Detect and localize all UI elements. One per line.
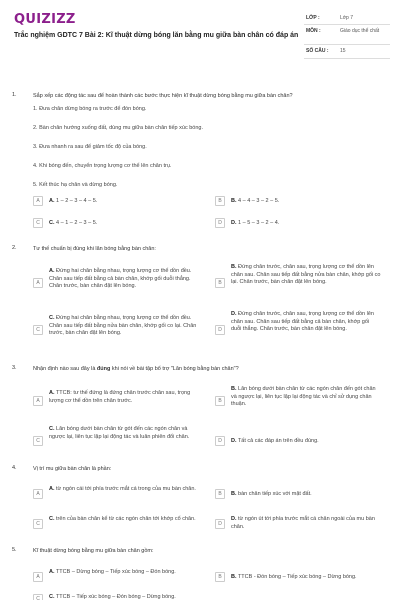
option-text: Đứng chân trước, chân sau, trọng lượng cơ thể dồn lên chân sau. Chân sau tiếp đất bằng nửa bàn chân, khớp gối co lại. Chân trước, bàn chân đặt lên bóng. (231, 264, 381, 285)
option-text: Lăn bóng dưới bàn chân từ các ngón chân đến gót chân và ngược lại, liên tục lặp lại động tác và chỉ sử dụng chân thuận. (231, 386, 376, 407)
option-letter: B. (231, 491, 237, 497)
option-text: 1 – 5 – 3 – 2 – 4. (238, 220, 280, 226)
question-number: 4. (12, 465, 17, 471)
option-box[interactable]: A (33, 196, 43, 206)
option-letter: C. (49, 426, 55, 432)
question-text: Kĩ thuật dừng bóng bằng mu giữa bàn chân gồm: (33, 548, 154, 554)
option-text: từ ngón út tới phía trước mắt cá chân ngoài của mu bàn chân. (231, 516, 375, 530)
option-box[interactable]: A (33, 572, 43, 582)
option-letter: D. (231, 438, 237, 444)
option-letter: D. (231, 516, 237, 522)
option-text: Lăn bóng dưới bàn chân từ gót đến các ngón chân và ngược lại, liên tục lặp lại động tác và luân phiên đổi chân. (49, 426, 190, 440)
option-text: Tất cả các đáp án trên đều đúng. (237, 438, 319, 444)
header (0, 0, 400, 80)
quizizz-logo: QUIZIZZ (14, 12, 76, 27)
question-number: 1. (12, 92, 17, 98)
option-text: TTCB – Dừng bóng – Tiếp xúc bóng – Đón bóng. (55, 569, 176, 575)
option-box[interactable]: B (215, 396, 225, 406)
option-letter: A. (49, 268, 55, 274)
meta-key: LỚP : (306, 15, 320, 21)
option-text: trên của bàn chân kể từ các ngón chân tới khớp cổ chân. (56, 516, 196, 522)
option-letter: C. (49, 315, 55, 321)
option-letter: A. (49, 390, 55, 396)
option-letter: A. (49, 569, 55, 575)
step-item: 4. Khi bóng đến, chuyển trọng lượng cơ thể lên chân trụ. (33, 163, 172, 169)
option-text: Đứng hai chân bằng nhau, trọng lượng cơ thể dồn đều. Chân sau tiếp đất bằng cả bàn chân, khớp gối duỗi thẳng. Chân trước, bàn chân đặt lên bóng. (49, 268, 192, 289)
option-text: 4 – 1 – 2 – 3 – 5. (56, 220, 98, 226)
option-box[interactable]: C (33, 325, 43, 335)
meta-row-grade (304, 12, 390, 25)
question-number: 5. (12, 547, 17, 553)
option-box[interactable]: C (33, 519, 43, 529)
step-item: 1. Đưa chân dừng bóng ra trước để đón bóng. (33, 106, 147, 112)
option-text: Đứng hai chân bằng nhau, trọng lượng cơ thể dồn đều. Chân sau tiếp đất bằng nửa bàn chân, khớp gối co lại. Chân trước, bàn chân đặt lên bóng. (49, 315, 197, 336)
option-letter: B. (231, 264, 237, 270)
option-box[interactable]: C (33, 594, 43, 600)
option-text: từ ngón cái tới phía trước mắt cá trong của mu bàn chân. (56, 486, 196, 492)
option-letter: D. (231, 311, 237, 317)
step-item: 5. Kết thúc hạ chân và dừng bóng. (33, 182, 118, 188)
option-box[interactable]: B (215, 489, 225, 499)
option-box[interactable]: D (215, 519, 225, 529)
option-letter: A. (49, 198, 55, 204)
option-box[interactable]: D (215, 218, 225, 228)
option-text: Đứng chân trước, chân sau, trọng lượng cơ thể dồn lên chân sau. Chân sau tiếp đất bằng cả bàn chân, khớp gối duỗi thẳng. Chân trước, bàn chân đặt lên bóng. (231, 311, 374, 332)
option-box[interactable]: C (33, 218, 43, 228)
step-item: 3. Đưa nhanh ra sau để giảm tốc độ của bóng. (33, 144, 147, 150)
meta-value: Lớp 7 (340, 15, 354, 21)
meta-row-count (304, 45, 390, 59)
meta-row-subject (304, 25, 390, 45)
option-text: 4 – 4 – 3 – 2 – 5. (238, 198, 280, 204)
meta-value: Giáo dục thể chất (340, 28, 380, 34)
option-box[interactable]: A (33, 396, 43, 406)
option-letter: A. (49, 486, 55, 492)
option-text: TTCB – Tiếp xúc bóng – Đón bóng – Dừng bóng. (55, 594, 176, 600)
option-box[interactable]: C (33, 436, 43, 446)
option-letter: C. (49, 220, 55, 226)
meta-key: SỐ CÂU : (306, 48, 329, 54)
option-box[interactable]: D (215, 436, 225, 446)
option-box[interactable]: B (215, 196, 225, 206)
meta-table (304, 12, 390, 59)
emphasis-text: đúng (96, 366, 111, 372)
meta-value: 15 (340, 48, 346, 54)
option-letter: B. (231, 198, 237, 204)
step-item: 2. Bàn chân hướng xuống đất, dùng mu giữa bàn chân tiếp xúc bóng. (33, 125, 203, 131)
option-letter: D. (231, 220, 237, 226)
meta-key: MÔN : (306, 28, 321, 34)
option-box[interactable]: A (33, 278, 43, 288)
question-text: Tư thế chuẩn bị đúng khi lăn bóng bằng bàn chân: (33, 246, 156, 252)
question-text: Vị trí mu giữa bàn chân là phần: (33, 466, 112, 472)
option-box[interactable]: D (215, 325, 225, 335)
option-text: bàn chân tiếp xúc với mặt đất. (238, 491, 312, 497)
page-title: Trắc nghiệm GDTC 7 Bài 2: Kĩ thuật dừng bóng lăn bằng mu giữa bàn chân có đáp án (14, 32, 299, 39)
option-letter: C. (49, 594, 55, 600)
question-text: Nhận định nào sau đây là đúng khi nói về bài tập bổ trợ "Lăn bóng bằng bàn chân"? (33, 366, 239, 372)
question-number: 3. (12, 365, 17, 371)
option-letter: B. (231, 386, 237, 392)
option-letter: C. (49, 516, 55, 522)
question-text: Sắp xếp các động tác sau để hoàn thành các bước thực hiện kĩ thuật dừng bóng bằng mu giữa bàn chân? (33, 93, 293, 99)
option-box[interactable]: B (215, 572, 225, 582)
option-box[interactable]: A (33, 489, 43, 499)
option-text: TTCB: tư thế đứng là đứng chân trước chân sau, trọng lượng cơ thể dồn trên chân trước. (49, 390, 191, 404)
option-letter: B. (231, 574, 237, 580)
option-text: TTCB - Đón bóng – Tiếp xúc bóng – Dừng bóng. (237, 574, 357, 580)
option-text: 1 – 2 – 3 – 4 – 5. (56, 198, 98, 204)
option-box[interactable]: B (215, 278, 225, 288)
question-number: 2. (12, 245, 17, 251)
